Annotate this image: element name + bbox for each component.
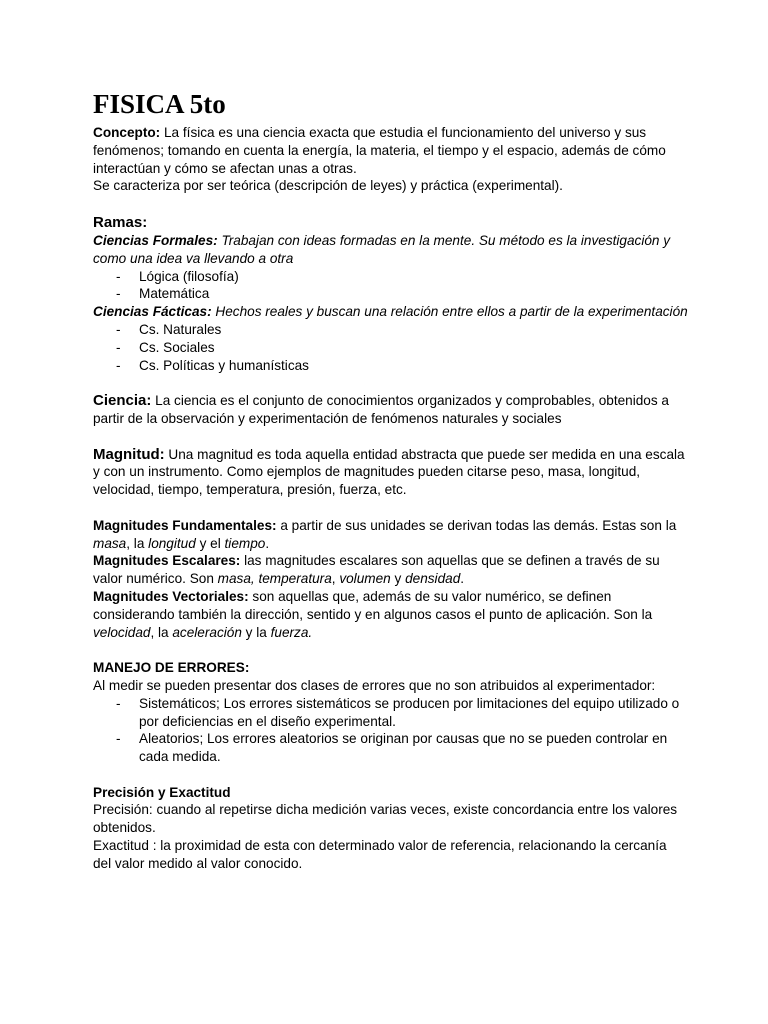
precision-heading-text: Precisión y Exactitud	[93, 784, 231, 800]
spacer	[93, 374, 688, 392]
vectoriales-paragraph	[93, 588, 688, 641]
concepto-paragraph-2: Se caracteriza por ser teórica (descripción de leyes) y práctica (experimental).	[93, 178, 563, 194]
spacer	[93, 499, 688, 517]
text-run: a partir de sus unidades se derivan todas las demás. Estas son la	[276, 517, 677, 533]
text-run: longitud	[148, 535, 196, 551]
facticas-text: Hechos reales y buscan una relación entre ellos a partir de la experimentación	[211, 304, 688, 320]
fundamentales-label: Magnitudes Fundamentales:	[93, 517, 277, 533]
facticas-paragraph	[93, 303, 688, 321]
list-item: - Sistemáticos; Los errores sistemáticos se producen por limitaciones del equipo utilizado o por deficiencias en el diseño experimental.	[139, 695, 688, 731]
ramas-heading: Ramas:	[93, 213, 148, 231]
ciencia-paragraph	[93, 392, 688, 428]
list-item: - Matemática	[139, 285, 688, 303]
text-run: las magnitudes escalares son aquellas que se definen a través de su valor numérico. Son	[93, 553, 660, 587]
magnitud-label: Magnitud:	[93, 445, 165, 463]
errores-heading	[93, 659, 688, 677]
text-run: densidad	[405, 571, 461, 587]
text-run: velocidad	[93, 624, 151, 640]
magnitud-text: Una magnitud es toda aquella entidad abstracta que puede ser medida en una escala y con un instrumento. Como ejemplos de magnitudes pueden citarse peso, masa, longitud, velocidad, tiempo, temperatura, presión, fuerza, etc.	[93, 446, 685, 498]
precision-paragraph: Precisión: cuando al repetirse dicha medición varias veces, existe concordancia entre los valores obtenidos.	[93, 802, 678, 836]
concepto-text: La física es una ciencia exacta que estudia el funcionamiento del universo y sus fenómenos; tomando en cuenta la energía, la materia, el tiempo y el espacio, además de cómo interactúan y cómo se afectan unas a otras.	[93, 125, 666, 176]
formales-list	[93, 268, 688, 304]
list-item: - Aleatorios; Los errores aleatorios se originan por causas que no se pueden controlar en cada medida.	[139, 730, 688, 766]
errores-intro: Al medir se pueden presentar dos clases de errores que no son atribuidos al experimentador:	[93, 677, 656, 693]
spacer	[93, 195, 688, 213]
text-run: , la	[126, 535, 149, 551]
errores-list	[93, 695, 688, 766]
concepto-label: Concepto:	[93, 125, 161, 140]
facticas-label: Ciencias Fácticas:	[93, 304, 212, 320]
text-run: y	[390, 571, 406, 587]
ciencia-text: La ciencia es el conjunto de conocimientos organizados y comprobables, obtenidos a partir de la observación y experimentación de fenómenos naturales y sociales	[93, 393, 669, 426]
fundamentales-paragraph	[93, 517, 688, 553]
formales-label: Ciencias Formales:	[93, 232, 218, 248]
text-run: y la	[241, 624, 271, 640]
spacer	[93, 428, 688, 446]
spacer	[93, 641, 688, 659]
formales-text: Trabajan con ideas formadas en la mente. Su método es la investigación y como una idea va llevando a otra	[93, 232, 671, 266]
vectoriales-label: Magnitudes Vectoriales:	[93, 588, 249, 604]
formales-paragraph	[93, 232, 688, 268]
text-run: masa, temperatura	[217, 571, 332, 587]
ciencia-label: Ciencia:	[93, 392, 152, 410]
list-item: - Cs. Políticas y humanísticas	[139, 357, 688, 375]
escalares-paragraph	[93, 552, 688, 588]
text-run: masa	[93, 535, 127, 551]
list-item: - Lógica (filosofía)	[139, 268, 688, 286]
escalares-label: Magnitudes Escalares:	[93, 553, 241, 569]
text-run: aceleración	[172, 624, 242, 640]
errores-heading-text: MANEJO DE ERRORES:	[93, 660, 250, 676]
text-run: , la	[150, 624, 173, 640]
magnitud-paragraph	[93, 446, 688, 499]
exactitud-paragraph: Exactitud : la proximidad de esta con determinado valor de referencia, relacionando la cercanía del valor medido al valor conocido.	[93, 838, 667, 871]
text-run: .	[460, 571, 465, 587]
text-run: ,	[331, 571, 340, 587]
text-run: .	[265, 535, 270, 551]
facticas-list	[93, 321, 688, 374]
text-run: y el	[195, 535, 225, 551]
list-item: - Cs. Sociales	[139, 339, 688, 357]
concepto-paragraph	[93, 124, 688, 177]
text-run: tiempo	[224, 535, 266, 551]
precision-heading	[93, 784, 688, 802]
text-run: volumen	[339, 571, 391, 587]
document-title: FISICA 5to	[93, 89, 226, 119]
spacer	[93, 766, 688, 784]
list-item: - Cs. Naturales	[139, 321, 688, 339]
text-run: fuerza.	[270, 624, 313, 640]
text-run: son aquellas que, además de su valor numérico, se definen considerando también la dirección, sentido y en algunos casos el punto de aplicación. Son la	[93, 588, 653, 622]
